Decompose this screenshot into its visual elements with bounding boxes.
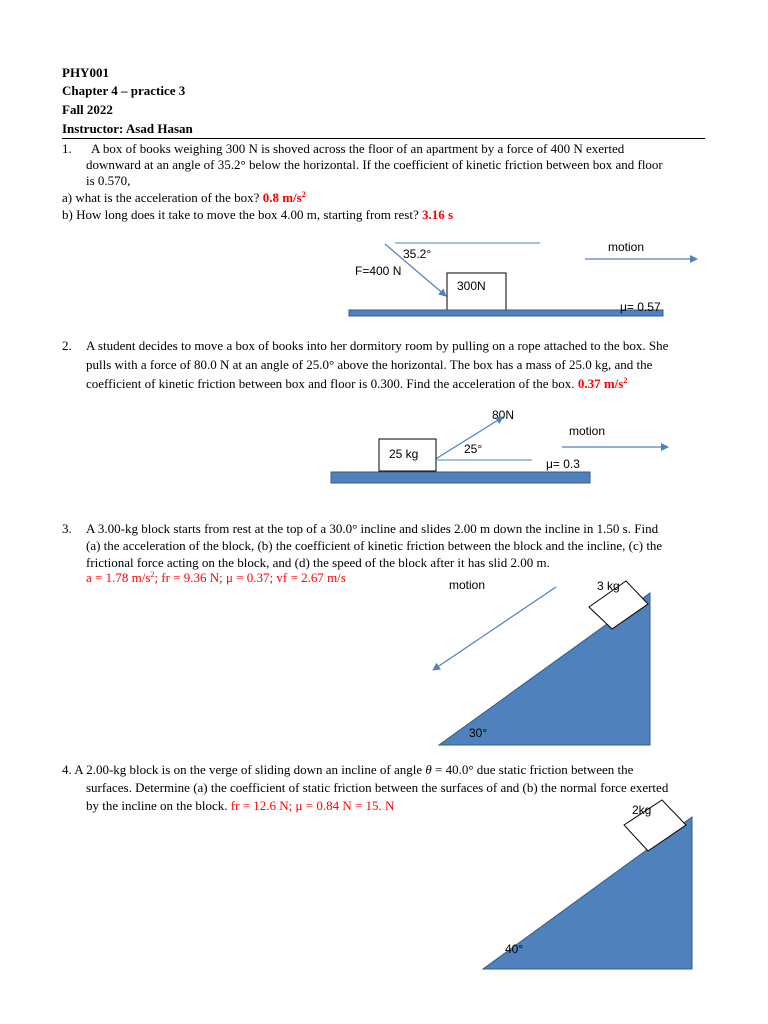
q2-force-label: 80N <box>492 408 515 422</box>
q3-line-2: (a) the acceleration of the block, (b) the coefficient of kinetic friction between the block and the incline, (c) the <box>86 538 663 553</box>
q4-line-3-text: by the incline on the block. <box>86 798 228 813</box>
q3-line-3: frictional force acting on the block, and (d) the speed of the block after it has slid 2.00 m. <box>86 555 550 570</box>
q1-line-3: is 0.570, <box>86 173 131 188</box>
q1-mu-label: μ= 0.57 <box>620 300 661 314</box>
q3-line-1: A 3.00-kg block starts from rest at the top of a 30.0° incline and slides 2.00 m down the incline in 1.50 s. Find <box>86 521 659 536</box>
q3-angle-label: 30° <box>469 726 488 740</box>
q4-theta: θ <box>425 762 432 777</box>
q3-answer-rest: ; fr = 9.36 N; μ = 0.37; vf = 2.67 m/s <box>154 570 346 585</box>
q1-part-b-text: b) How long does it take to move the box 4.00 m, starting from rest? <box>62 207 419 222</box>
q1-box-label: 300N <box>457 279 486 293</box>
q3-answer-a: a = 1.78 m/s <box>86 570 151 585</box>
q4-block-label: 2kg <box>632 803 652 817</box>
q2-mu-label: μ= 0.3 <box>546 457 580 471</box>
q1-line-2: downward at an angle of 35.2° below the horizontal. If the coefficient of kinetic friction between box and floor <box>86 157 663 172</box>
q4-line-2: surfaces. Determine (a) the coefficient of static friction between the surfaces of and (b) the normal force exerted <box>86 780 669 795</box>
q1-answer-a-exp: 2 <box>301 190 306 199</box>
q1-line-1: A box of books weighing 300 N is shoved across the floor of an apartment by a force of 400 N exerted <box>91 141 625 156</box>
q1-number: 1. <box>62 141 72 156</box>
q4-line-1-a: A 2.00-kg block is on the verge of sliding down an incline of angle <box>74 762 423 777</box>
q2-line-1: A student decides to move a box of books into her dormitory room by pulling on a rope attached to the box. She <box>86 338 669 353</box>
q3-block-label: 3 kg <box>597 579 620 593</box>
q2-answer-base: 0.37 m/s <box>577 376 624 391</box>
q1-answer-a-base: 0.8 m/s <box>262 190 302 205</box>
q1-motion-label: motion <box>608 240 645 254</box>
instructor: Instructor: Asad Hasan <box>62 121 193 136</box>
q2-box-label: 25 kg <box>389 447 419 461</box>
q4-line-1-b: = 40.0° due static friction between the <box>435 762 634 777</box>
q2-line-2: pulls with a force of 80.0 N at an angle of 25.0° above the horizontal. The box has a mass of 25.0 kg, and the <box>86 357 653 372</box>
q2-answer-exp: 2 <box>623 376 628 385</box>
q1-angle-label: 35.2° <box>403 247 432 261</box>
q4-answer: fr = 12.6 N; μ = 0.84 N = 15. N <box>230 798 395 813</box>
q4-angle-label: 40° <box>505 942 524 956</box>
q4-number: 4. <box>62 762 72 777</box>
q1-force-label: F=400 N <box>355 264 402 278</box>
q3-answer-exp: 2 <box>150 570 155 579</box>
q1-answer-b: 3.16 s <box>421 207 454 222</box>
course-code: PHY001 <box>62 65 109 80</box>
q2-angle-label: 25° <box>464 442 483 456</box>
q3-number: 3. <box>62 521 72 536</box>
q2-motion-label: motion <box>569 424 606 438</box>
q2-line-3-text: coefficient of kinetic friction between box and floor is 0.300. Find the acceleration of the box. <box>86 376 575 391</box>
chapter-title: Chapter 4 – practice 3 <box>62 83 186 98</box>
q2-number: 2. <box>62 338 72 353</box>
q3-motion-label: motion <box>449 578 486 592</box>
q1-part-a-text: a) what is the acceleration of the box? <box>62 190 260 205</box>
term: Fall 2022 <box>62 102 113 117</box>
